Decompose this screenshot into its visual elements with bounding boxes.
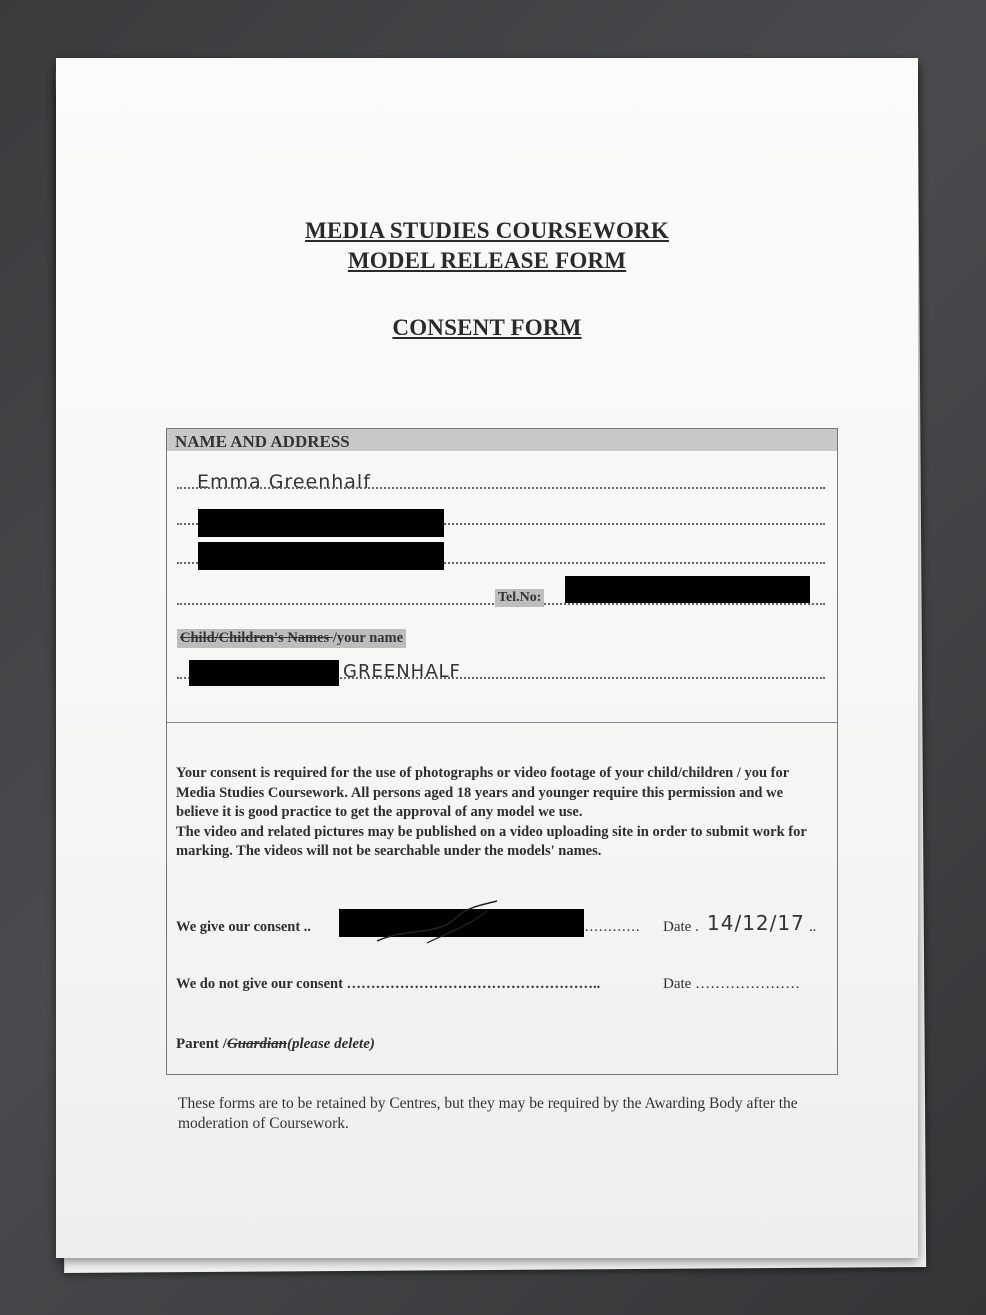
redaction-block: [198, 509, 444, 537]
consent-paragraph: [176, 764, 828, 862]
section-divider: [167, 722, 837, 723]
parent-guardian-label: [176, 1036, 375, 1053]
date-label: Date .: [663, 919, 699, 935]
redaction-block: [189, 660, 339, 686]
not-give-consent-label: We do not give our consent ……………………………………………..: [176, 976, 601, 992]
footer-note: These forms are to be retained by Centres, but they may be required by the Awarding Body after the moderation of Coursework.: [178, 1095, 798, 1132]
form-title-consent: CONSENT FORM: [392, 315, 582, 340]
form-title-line1: MEDIA STUDIES COURSEWORK: [305, 218, 669, 243]
consent-form-page: [56, 58, 918, 1258]
name-address-header: NAME AND ADDRESS: [167, 429, 837, 451]
child-names-struck: Child/Children's Names: [180, 630, 333, 646]
date-dots: ..: [809, 919, 817, 935]
handwritten-surname: GREENHALF: [343, 661, 461, 682]
date-label-2: Date …………………: [663, 976, 801, 992]
guardian-struck: Guardian: [226, 1036, 287, 1052]
consent-text-1: Your consent is required for the use of photographs or video footage of your child/children / you for Media Studies Coursework. All persons aged 18 years and younger require this permission and we believe it is good practice to get the approval of any model we use.: [176, 765, 789, 820]
handwritten-name: Emma Greenhalf: [197, 471, 371, 493]
form-title-line2: MODEL RELEASE FORM: [347, 248, 627, 273]
signature-scribble-icon: [367, 897, 517, 947]
give-consent-label: We give our consent ..: [176, 919, 312, 935]
your-name-label: /your name: [332, 630, 404, 646]
parent-prefix: Parent /: [176, 1036, 227, 1052]
redaction-block: [198, 542, 444, 570]
handwritten-date: 14/12/17: [707, 911, 805, 935]
name-line: [177, 485, 825, 489]
give-consent-dots: ............: [585, 919, 641, 935]
consent-text-2: The video and related pictures may be published on a video uploading site in order to submit work for marking. The videos will not be searchable under the models' names.: [176, 823, 807, 859]
please-delete-note: (please delete): [287, 1036, 375, 1052]
form-box: [166, 428, 838, 1075]
redaction-block: [565, 576, 810, 603]
tel-label: Tel.No:: [495, 589, 544, 607]
child-names-label: [177, 629, 406, 648]
